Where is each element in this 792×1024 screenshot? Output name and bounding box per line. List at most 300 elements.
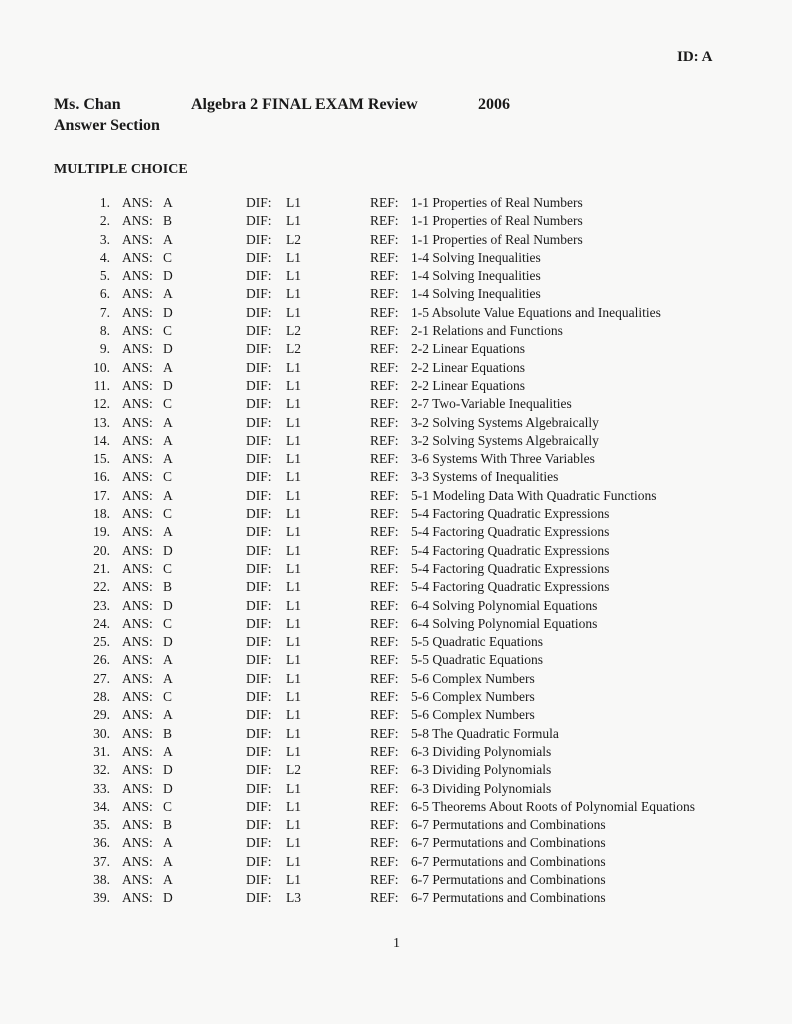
ref-label: REF: — [370, 213, 399, 229]
dif-label: DIF: — [246, 451, 272, 467]
ans-label: ANS: — [122, 762, 153, 778]
difficulty-value: L1 — [286, 560, 301, 576]
section-title: MULTIPLE CHOICE — [54, 162, 188, 177]
question-number: 21. — [93, 560, 110, 576]
difficulty-value: L1 — [286, 853, 301, 869]
answer-value: D — [163, 341, 173, 357]
dif-label: DIF: — [246, 304, 272, 320]
document-year: 2006 — [478, 96, 510, 113]
ref-label: REF: — [370, 597, 399, 613]
answer-row — [0, 542, 792, 560]
ans-label: ANS: — [122, 377, 153, 393]
ref-label: REF: — [370, 414, 399, 430]
answer-row — [0, 523, 792, 541]
answer-value: D — [163, 542, 173, 558]
answer-row — [0, 560, 792, 578]
question-number: 6. — [99, 286, 110, 302]
answer-row — [0, 615, 792, 633]
ans-label: ANS: — [122, 597, 153, 613]
document-id: ID: A — [677, 49, 713, 65]
ref-label: REF: — [370, 743, 399, 759]
question-number: 15. — [93, 451, 110, 467]
answer-row — [0, 853, 792, 871]
answer-value: B — [163, 213, 173, 229]
question-number: 20. — [93, 542, 110, 558]
answer-row — [0, 688, 792, 706]
difficulty-value: L1 — [286, 286, 301, 302]
dif-label: DIF: — [246, 780, 272, 796]
ans-label: ANS: — [122, 195, 153, 210]
reference-value: 6-3 Dividing Polynomials — [411, 743, 552, 759]
answer-value: D — [163, 780, 173, 796]
ref-label: REF: — [370, 689, 399, 705]
difficulty-value: L3 — [286, 890, 301, 906]
answer-value: D — [163, 268, 173, 284]
ref-label: REF: — [370, 560, 399, 576]
ans-label: ANS: — [122, 451, 153, 467]
answer-value: A — [163, 835, 173, 851]
answer-row — [0, 304, 792, 322]
ref-label: REF: — [370, 377, 399, 393]
reference-value: 5-5 Quadratic Equations — [411, 652, 543, 668]
answer-value: D — [163, 634, 173, 650]
question-number: 37. — [93, 853, 110, 869]
answer-row — [0, 505, 792, 523]
question-number: 32. — [93, 762, 110, 778]
ref-label: REF: — [370, 359, 399, 375]
dif-label: DIF: — [246, 506, 272, 522]
ref-label: REF: — [370, 432, 399, 448]
difficulty-value: L1 — [286, 542, 301, 558]
ans-label: ANS: — [122, 670, 153, 686]
question-number: 9. — [99, 341, 110, 357]
dif-label: DIF: — [246, 615, 272, 631]
difficulty-value: L1 — [286, 725, 301, 741]
question-number: 5. — [99, 268, 110, 284]
question-number: 39. — [93, 890, 110, 906]
answer-value: C — [163, 615, 173, 631]
dif-label: DIF: — [246, 432, 272, 448]
question-number: 14. — [93, 432, 110, 448]
answer-list — [0, 194, 792, 908]
answer-row — [0, 231, 792, 249]
question-number: 1. — [99, 195, 110, 210]
dif-label: DIF: — [246, 798, 272, 814]
answer-row — [0, 432, 792, 450]
reference-value: 5-8 The Quadratic Formula — [411, 725, 559, 741]
difficulty-value: L1 — [286, 634, 301, 650]
difficulty-value: L1 — [286, 652, 301, 668]
question-number: 24. — [93, 615, 110, 631]
answer-row — [0, 597, 792, 615]
ref-label: REF: — [370, 231, 399, 247]
answer-row — [0, 359, 792, 377]
ref-label: REF: — [370, 798, 399, 814]
ref-label: REF: — [370, 615, 399, 631]
difficulty-value: L1 — [286, 798, 301, 814]
reference-value: 5-5 Quadratic Equations — [411, 634, 543, 650]
ans-label: ANS: — [122, 506, 153, 522]
dif-label: DIF: — [246, 286, 272, 302]
dif-label: DIF: — [246, 469, 272, 485]
ans-label: ANS: — [122, 323, 153, 339]
dif-label: DIF: — [246, 524, 272, 540]
answer-value: A — [163, 871, 173, 887]
answer-row — [0, 267, 792, 285]
ans-label: ANS: — [122, 268, 153, 284]
ans-label: ANS: — [122, 579, 153, 595]
answer-value: D — [163, 762, 173, 778]
ref-label: REF: — [370, 542, 399, 558]
answer-row — [0, 322, 792, 340]
reference-value: 5-4 Factoring Quadratic Expressions — [411, 506, 610, 522]
question-number: 23. — [93, 597, 110, 613]
ans-label: ANS: — [122, 817, 153, 833]
reference-value: 1-1 Properties of Real Numbers — [411, 195, 583, 210]
answer-row — [0, 871, 792, 889]
question-number: 33. — [93, 780, 110, 796]
dif-label: DIF: — [246, 670, 272, 686]
ans-label: ANS: — [122, 652, 153, 668]
difficulty-value: L1 — [286, 487, 301, 503]
dif-label: DIF: — [246, 341, 272, 357]
reference-value: 5-6 Complex Numbers — [411, 689, 535, 705]
difficulty-value: L1 — [286, 268, 301, 284]
difficulty-value: L1 — [286, 414, 301, 430]
answer-value: A — [163, 286, 173, 302]
ref-label: REF: — [370, 817, 399, 833]
dif-label: DIF: — [246, 560, 272, 576]
question-number: 38. — [93, 871, 110, 887]
reference-value: 5-6 Complex Numbers — [411, 670, 535, 686]
answer-value: C — [163, 396, 173, 412]
difficulty-value: L1 — [286, 304, 301, 320]
answer-value: B — [163, 817, 173, 833]
question-number: 36. — [93, 835, 110, 851]
dif-label: DIF: — [246, 542, 272, 558]
answer-value: A — [163, 652, 173, 668]
answer-value: A — [163, 195, 173, 210]
ref-label: REF: — [370, 451, 399, 467]
difficulty-value: L1 — [286, 780, 301, 796]
reference-value: 2-2 Linear Equations — [411, 377, 525, 393]
ans-label: ANS: — [122, 725, 153, 741]
reference-value: 6-7 Permutations and Combinations — [411, 890, 606, 906]
ref-label: REF: — [370, 670, 399, 686]
answer-row — [0, 340, 792, 358]
ans-label: ANS: — [122, 853, 153, 869]
question-number: 22. — [93, 579, 110, 595]
answer-value: A — [163, 487, 173, 503]
ans-label: ANS: — [122, 634, 153, 650]
dif-label: DIF: — [246, 579, 272, 595]
reference-value: 5-1 Modeling Data With Quadratic Functions — [411, 487, 657, 503]
difficulty-value: L1 — [286, 432, 301, 448]
difficulty-value: L1 — [286, 195, 301, 210]
reference-value: 6-3 Dividing Polynomials — [411, 762, 552, 778]
ref-label: REF: — [370, 762, 399, 778]
ans-label: ANS: — [122, 432, 153, 448]
reference-value: 6-7 Permutations and Combinations — [411, 853, 606, 869]
question-number: 8. — [99, 323, 110, 339]
ans-label: ANS: — [122, 396, 153, 412]
ref-label: REF: — [370, 396, 399, 412]
difficulty-value: L1 — [286, 469, 301, 485]
ref-label: REF: — [370, 469, 399, 485]
question-number: 10. — [93, 359, 110, 375]
difficulty-value: L2 — [286, 231, 301, 247]
answer-row — [0, 450, 792, 468]
answer-value: A — [163, 743, 173, 759]
question-number: 30. — [93, 725, 110, 741]
teacher-name: Ms. Chan — [54, 96, 121, 113]
ref-label: REF: — [370, 725, 399, 741]
answer-row — [0, 414, 792, 432]
answer-row — [0, 487, 792, 505]
difficulty-value: L1 — [286, 707, 301, 723]
answer-value: D — [163, 597, 173, 613]
difficulty-value: L1 — [286, 249, 301, 265]
dif-label: DIF: — [246, 652, 272, 668]
dif-label: DIF: — [246, 890, 272, 906]
answer-value: C — [163, 469, 173, 485]
answer-section-heading: Answer Section — [54, 117, 160, 134]
question-number: 34. — [93, 798, 110, 814]
dif-label: DIF: — [246, 725, 272, 741]
answer-value: C — [163, 323, 173, 339]
reference-value: 3-3 Systems of Inequalities — [411, 469, 559, 485]
reference-value: 5-4 Factoring Quadratic Expressions — [411, 542, 610, 558]
ans-label: ANS: — [122, 231, 153, 247]
dif-label: DIF: — [246, 762, 272, 778]
dif-label: DIF: — [246, 487, 272, 503]
question-number: 19. — [93, 524, 110, 540]
answer-row — [0, 761, 792, 779]
answer-value: C — [163, 560, 173, 576]
answer-value: C — [163, 689, 173, 705]
ref-label: REF: — [370, 304, 399, 320]
reference-value: 1-1 Properties of Real Numbers — [411, 231, 583, 247]
ref-label: REF: — [370, 341, 399, 357]
answer-value: C — [163, 506, 173, 522]
dif-label: DIF: — [246, 817, 272, 833]
ans-label: ANS: — [122, 414, 153, 430]
question-number: 27. — [93, 670, 110, 686]
difficulty-value: L1 — [286, 835, 301, 851]
answer-row — [0, 285, 792, 303]
ans-label: ANS: — [122, 213, 153, 229]
difficulty-value: L1 — [286, 396, 301, 412]
dif-label: DIF: — [246, 359, 272, 375]
dif-label: DIF: — [246, 871, 272, 887]
question-number: 3. — [99, 231, 110, 247]
answer-row — [0, 377, 792, 395]
difficulty-value: L1 — [286, 817, 301, 833]
reference-value: 3-6 Systems With Three Variables — [411, 451, 595, 467]
difficulty-value: L2 — [286, 323, 301, 339]
difficulty-value: L1 — [286, 377, 301, 393]
difficulty-value: L1 — [286, 359, 301, 375]
dif-label: DIF: — [246, 231, 272, 247]
dif-label: DIF: — [246, 835, 272, 851]
answer-row — [0, 798, 792, 816]
answer-row — [0, 212, 792, 230]
dif-label: DIF: — [246, 377, 272, 393]
dif-label: DIF: — [246, 597, 272, 613]
question-number: 7. — [99, 304, 110, 320]
page-number: 1 — [393, 936, 400, 951]
reference-value: 6-5 Theorems About Roots of Polynomial Equations — [411, 798, 695, 814]
difficulty-value: L1 — [286, 615, 301, 631]
ans-label: ANS: — [122, 560, 153, 576]
question-number: 4. — [99, 249, 110, 265]
answer-value: A — [163, 707, 173, 723]
reference-value: 1-5 Absolute Value Equations and Inequalities — [411, 304, 661, 320]
difficulty-value: L1 — [286, 451, 301, 467]
reference-value: 2-7 Two-Variable Inequalities — [411, 396, 572, 412]
dif-label: DIF: — [246, 195, 272, 210]
ref-label: REF: — [370, 634, 399, 650]
difficulty-value: L1 — [286, 597, 301, 613]
ref-label: REF: — [370, 506, 399, 522]
reference-value: 6-7 Permutations and Combinations — [411, 871, 606, 887]
difficulty-value: L1 — [286, 579, 301, 595]
ans-label: ANS: — [122, 286, 153, 302]
question-number: 17. — [93, 487, 110, 503]
answer-row — [0, 889, 792, 907]
dif-label: DIF: — [246, 689, 272, 705]
ref-label: REF: — [370, 579, 399, 595]
ref-label: REF: — [370, 524, 399, 540]
answer-value: D — [163, 377, 173, 393]
ref-label: REF: — [370, 249, 399, 265]
reference-value: 1-4 Solving Inequalities — [411, 268, 541, 284]
answer-row — [0, 633, 792, 651]
answer-row — [0, 834, 792, 852]
reference-value: 1-4 Solving Inequalities — [411, 249, 541, 265]
answer-row — [0, 743, 792, 761]
reference-value: 6-4 Solving Polynomial Equations — [411, 597, 598, 613]
dif-label: DIF: — [246, 323, 272, 339]
ref-label: REF: — [370, 268, 399, 284]
difficulty-value: L1 — [286, 670, 301, 686]
answer-value: C — [163, 249, 173, 265]
reference-value: 1-4 Solving Inequalities — [411, 286, 541, 302]
reference-value: 2-1 Relations and Functions — [411, 323, 563, 339]
answer-row — [0, 670, 792, 688]
answer-row — [0, 578, 792, 596]
answer-row — [0, 816, 792, 834]
answer-value: A — [163, 451, 173, 467]
difficulty-value: L1 — [286, 743, 301, 759]
question-number: 2. — [99, 213, 110, 229]
answer-value: C — [163, 798, 173, 814]
answer-value: A — [163, 432, 173, 448]
ref-label: REF: — [370, 323, 399, 339]
difficulty-value: L1 — [286, 689, 301, 705]
answer-value: B — [163, 579, 173, 595]
difficulty-value: L1 — [286, 871, 301, 887]
answer-row — [0, 651, 792, 669]
answer-row — [0, 780, 792, 798]
ans-label: ANS: — [122, 890, 153, 906]
dif-label: DIF: — [246, 249, 272, 265]
dif-label: DIF: — [246, 707, 272, 723]
question-number: 28. — [93, 689, 110, 705]
reference-value: 5-4 Factoring Quadratic Expressions — [411, 524, 610, 540]
answer-value: D — [163, 890, 173, 906]
answer-value: A — [163, 524, 173, 540]
dif-label: DIF: — [246, 213, 272, 229]
ref-label: REF: — [370, 195, 399, 210]
ans-label: ANS: — [122, 707, 153, 723]
ans-label: ANS: — [122, 871, 153, 887]
ans-label: ANS: — [122, 743, 153, 759]
ref-label: REF: — [370, 707, 399, 723]
question-number: 25. — [93, 634, 110, 650]
answer-row — [0, 194, 792, 212]
reference-value: 3-2 Solving Systems Algebraically — [411, 414, 599, 430]
reference-value: 6-7 Permutations and Combinations — [411, 817, 606, 833]
document-title: Algebra 2 FINAL EXAM Review — [191, 96, 418, 113]
question-number: 31. — [93, 743, 110, 759]
ref-label: REF: — [370, 487, 399, 503]
dif-label: DIF: — [246, 634, 272, 650]
reference-value: 6-4 Solving Polynomial Equations — [411, 615, 598, 631]
ref-label: REF: — [370, 780, 399, 796]
dif-label: DIF: — [246, 853, 272, 869]
answer-row — [0, 249, 792, 267]
question-number: 29. — [93, 707, 110, 723]
reference-value: 6-7 Permutations and Combinations — [411, 835, 606, 851]
ans-label: ANS: — [122, 469, 153, 485]
ans-label: ANS: — [122, 542, 153, 558]
ans-label: ANS: — [122, 780, 153, 796]
difficulty-value: L2 — [286, 341, 301, 357]
reference-value: 6-3 Dividing Polynomials — [411, 780, 552, 796]
ans-label: ANS: — [122, 524, 153, 540]
answer-value: A — [163, 414, 173, 430]
difficulty-value: L1 — [286, 524, 301, 540]
answer-value: D — [163, 304, 173, 320]
ans-label: ANS: — [122, 359, 153, 375]
answer-row — [0, 395, 792, 413]
question-number: 13. — [93, 414, 110, 430]
ans-label: ANS: — [122, 835, 153, 851]
reference-value: 5-6 Complex Numbers — [411, 707, 535, 723]
ref-label: REF: — [370, 871, 399, 887]
reference-value: 5-4 Factoring Quadratic Expressions — [411, 579, 610, 595]
ref-label: REF: — [370, 286, 399, 302]
answer-row — [0, 468, 792, 486]
dif-label: DIF: — [246, 268, 272, 284]
reference-value: 3-2 Solving Systems Algebraically — [411, 432, 599, 448]
question-number: 16. — [93, 469, 110, 485]
question-number: 11. — [93, 377, 110, 393]
difficulty-value: L2 — [286, 762, 301, 778]
ans-label: ANS: — [122, 249, 153, 265]
answer-value: B — [163, 725, 173, 741]
dif-label: DIF: — [246, 743, 272, 759]
answer-row — [0, 725, 792, 743]
dif-label: DIF: — [246, 414, 272, 430]
question-number: 18. — [93, 506, 110, 522]
ref-label: REF: — [370, 652, 399, 668]
dif-label: DIF: — [246, 396, 272, 412]
question-number: 26. — [93, 652, 110, 668]
answer-value: A — [163, 359, 173, 375]
reference-value: 2-2 Linear Equations — [411, 359, 525, 375]
